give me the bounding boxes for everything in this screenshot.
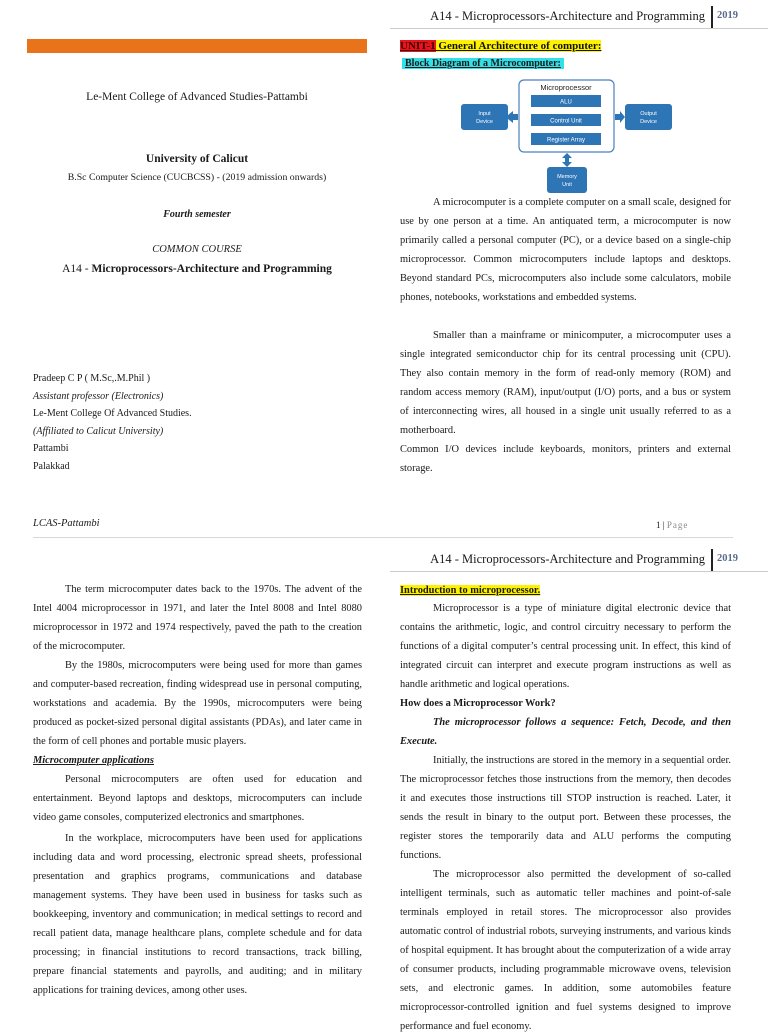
input-device-box <box>461 104 508 130</box>
paragraph-instruction-cycle: Initially, the instructions are stored in the memory in a sequential order. The microprocessor fetches those instructions from the memory, then decodes it and executes those instructions till STOP instruction is reached. Later, it sends the result in binary to the output port. Between these processes, the register stores the temporarily data and ALU performs the computing functions. <box>400 755 731 861</box>
author-affiliation: (Affiliated to Calicut University) <box>33 425 164 437</box>
university-name: University of Calicut <box>145 153 249 165</box>
sequence-statement: The microprocessor follows a sequence: Fetch, Decode, and then Execute. <box>400 717 731 747</box>
common-course: COMMON COURSE <box>152 244 242 255</box>
paragraph-applications: The microprocessor also permitted the development of so-called intelligent terminals, such as automatic teller machines and point-of-sale terminals employed in retail stores. The microprocessor also provides automatic control of industrial robots, surveying instruments, and various kinds of hospital equipment. It has brought about the computerization of a wide array of consumer products, including programmable microwave ovens, television sets, and electronic games. In addition, some automobiles feature microprocessor-controlled ignition and fuel systems designed to improve performance and fuel economy. <box>400 869 731 1032</box>
input-label-1: Input <box>478 111 491 117</box>
header-title: A14 - Microprocessors-Architecture and Programming <box>430 552 705 566</box>
header-divider <box>711 549 713 571</box>
page2-header <box>0 543 768 573</box>
input-label-2: Device <box>476 119 493 125</box>
paragraph-microprocessor-definition: Microprocessor is a type of miniature digital electronic device that contains the arithmetic, logic, and control circuitry necessary to perform the functions of a digital computer’s central processing unit. In effect, this kind of integrated circuit can interpret and execute program instructions as well as handle arithmetic and logical operations. <box>400 603 731 690</box>
output-arrow-icon <box>615 111 625 123</box>
header-divider <box>711 6 713 28</box>
paragraph-history-1970s: The term microcomputer dates back to the 1970s. The advent of the Intel 4004 microprocessor in 1971, and later the Intel 8008 and Intel 8080 microprocessor in 1972 and 1974 respectively, paved the path to the creation of the microcomputer. <box>33 584 362 652</box>
college-name: Le-Ment College of Advanced Studies-Pattambi <box>86 91 308 103</box>
course-name: Microprocessors-Architecture and Programming <box>91 263 332 275</box>
paragraph-microcomputer-definition: A microcomputer is a complete computer on a small scale, designed for use by one person at a time. An antiquated term, a microcomputer is now primarily called a personal computer (PC), or a device based on a single-chip microprocessor. Common microcomputers include laptops and desktops. Beyond standard PCs, microcomputers also include some calculators, mobile phones, notebooks, workstations and embedded systems. <box>400 197 731 303</box>
block-diagram-title: Block Diagram of a Microcomputer: <box>402 58 564 69</box>
author-name: Pradeep C P ( M.Sc,.M.Phil ) <box>33 373 151 384</box>
intro-heading-text: Introduction to microprocessor. <box>400 585 541 596</box>
author-block <box>33 370 192 475</box>
output-device-box <box>625 104 672 130</box>
output-label-2: Device <box>640 119 657 125</box>
applications-heading: Microcomputer applications <box>33 755 154 766</box>
alu-label: ALU <box>560 99 572 106</box>
memory-arrow-icon <box>562 153 572 167</box>
how-heading: How does a Microprocessor Work? <box>400 698 556 709</box>
page-word: Page <box>666 520 689 530</box>
header-title: A14 - Microprocessors-Architecture and Programming <box>430 9 705 23</box>
unit-heading <box>400 40 601 52</box>
control-unit-label: Control Unit <box>550 118 582 125</box>
paragraph-microcomputer-components: Smaller than a mainframe or minicomputer, a microcomputer uses a single integrated semiconductor chip for its central processing unit (CPU). They also contain memory in the form of read-only memory (ROM) and random access memory (RAM), input/output (I/O) ports, and a bus or system of interconnecting wires, all housed in a single unit usually referred to as a motherboard. <box>400 330 731 436</box>
author-town: Pattambi <box>33 443 69 454</box>
title-accent-bar <box>27 39 367 53</box>
footer-college: LCAS-Pattambi <box>33 518 100 529</box>
microprocessor-label: Microprocessor <box>540 83 592 92</box>
header-year: 2019 <box>717 553 738 564</box>
header-rule <box>390 571 768 572</box>
intro-heading <box>400 581 540 600</box>
memory-label-2: Unit <box>562 182 572 188</box>
course-title <box>22 263 372 275</box>
semester: Fourth semester <box>163 209 231 220</box>
paragraph-personal-uses: Personal microcomputers are often used for education and entertainment. Beyond laptops and desktops, microcomputers can include video game consoles, computerized electronics and smartphones. <box>33 774 362 823</box>
author-designation: Assistant professor (Electronics) <box>33 390 164 402</box>
paragraph-history-1980s: By the 1980s, microcomputers were being used for more than games and computer-based recreation, finding widespread use in personal computing, workstations and academia. By the 1990s, microcomputers were being produced as pocket-sized personal digital assistants (PDAs), and later came in the form of cell phones and portable music players. <box>33 660 362 747</box>
memory-label-1: Memory <box>557 174 577 180</box>
header-rule <box>390 28 768 29</box>
footer-page-number <box>656 520 688 530</box>
paragraph-workplace-uses: In the workplace, microcomputers have been used for applications including data and word processing, electronic spread sheets, professional presentation and graphics programs, communications and database management systems. They have been used in business for tasks such as bookkeeping, inventory and communication; in medical settings to record and recall patient data, manage healthcare plans, complete schedule and for data processing; in financial institutions to record transactions, track billing, prepare financial statements and payrolls, and auditing; and in military applications for training devices, among other uses. <box>33 833 362 996</box>
block-diagram <box>459 77 679 195</box>
register-array-label: Register Array <box>546 137 586 144</box>
unit-title: General Architecture of computer: <box>435 40 602 52</box>
page-number: 1 <box>656 520 661 530</box>
page-header <box>0 0 768 30</box>
unit-label: UNIT-1 <box>400 40 436 52</box>
course-line: B.Sc Computer Science (CUCBCSS) - (2019 admission onwards) <box>67 172 327 183</box>
memory-unit-box <box>547 167 587 193</box>
footer-rule <box>33 537 733 538</box>
input-arrow-icon <box>508 111 518 123</box>
author-college: Le-Ment College Of Advanced Studies. <box>33 408 192 419</box>
paragraph-io-devices: Common I/O devices include keyboards, monitors, printers and external storage. <box>400 444 731 474</box>
page-separator: | <box>660 520 667 530</box>
course-prefix: A14 - <box>62 263 92 275</box>
author-district: Palakkad <box>33 460 70 472</box>
header-year: 2019 <box>717 10 738 21</box>
output-label-1: Output <box>640 111 657 117</box>
